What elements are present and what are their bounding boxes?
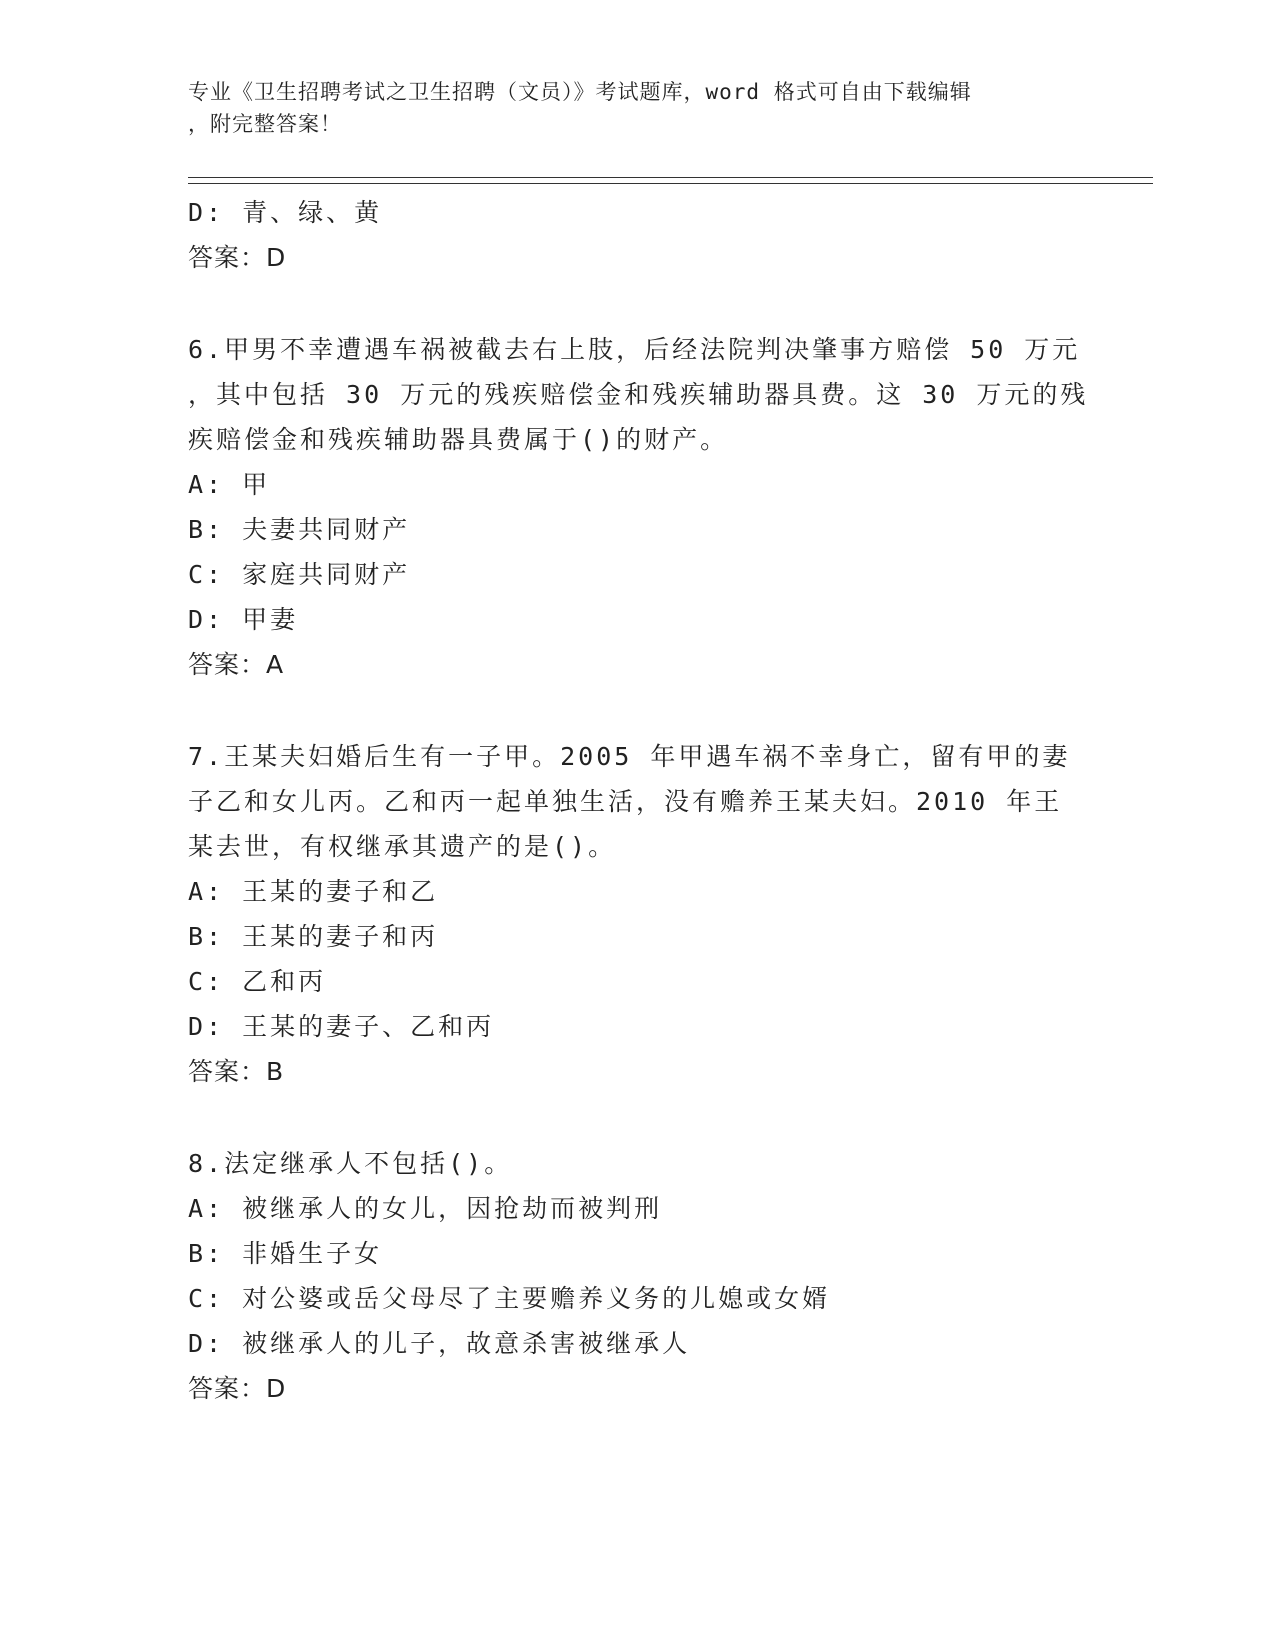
- option-b: B: 非婚生子女: [188, 1239, 383, 1268]
- question-8: [188, 1141, 1088, 1411]
- document-body: [188, 190, 1088, 1411]
- option-b: B: 王某的妻子和丙: [188, 922, 439, 951]
- answer-line: 答案：B: [188, 1057, 285, 1086]
- option-c: C: 家庭共同财产: [188, 560, 411, 589]
- question-stem-line: 子乙和女儿丙。乙和丙一起单独生活，没有赡养王某夫妇。2010 年王: [188, 787, 1063, 816]
- question-stem-line: 8.法定继承人不包括()。: [188, 1149, 513, 1178]
- carryover-question: [188, 190, 1088, 280]
- question-6: [188, 327, 1088, 687]
- option-d: D: 王某的妻子、乙和丙: [188, 1012, 495, 1041]
- header-divider: [188, 177, 1153, 184]
- option-c: C: 对公婆或岳父母尽了主要赡养义务的儿媳或女婿: [188, 1284, 831, 1313]
- question-stem-line: ，其中包括 30 万元的残疾赔偿金和残疾辅助器具费。这 30 万元的残: [188, 380, 1089, 409]
- answer-line: 答案：D: [188, 1374, 287, 1403]
- option-b: B: 夫妻共同财产: [188, 515, 411, 544]
- option-d: D: 被继承人的儿子，故意杀害被继承人: [188, 1329, 691, 1358]
- option-a: A: 被继承人的女儿，因抢劫而被判刑: [188, 1194, 663, 1223]
- answer-line: 答案：A: [188, 650, 285, 679]
- option-a: A: 甲: [188, 470, 271, 499]
- question-stem-line: 6.甲男不幸遭遇车祸被截去右上肢，后经法院判决肇事方赔偿 50 万元: [188, 335, 1081, 364]
- question-stem-line: 某去世，有权继承其遗产的是()。: [188, 832, 617, 861]
- option-d: D: 青、绿、黄: [188, 198, 383, 227]
- question-stem-line: 7.王某夫妇婚后生有一子甲。2005 年甲遇车祸不幸身亡，留有甲的妻: [188, 742, 1071, 771]
- header-line-2: ，附完整答案！: [188, 112, 342, 136]
- question-7: [188, 734, 1088, 1094]
- header-line-1: 专业《卫生招聘考试之卫生招聘（文员）》考试题库，word 格式可自由下载编辑: [188, 80, 972, 104]
- option-a: A: 王某的妻子和乙: [188, 877, 439, 906]
- answer-line: 答案：D: [188, 243, 287, 272]
- option-d: D: 甲妻: [188, 605, 299, 634]
- page-header: [188, 76, 1068, 140]
- option-c: C: 乙和丙: [188, 967, 327, 996]
- question-stem-line: 疾赔偿金和残疾辅助器具费属于()的财产。: [188, 425, 729, 454]
